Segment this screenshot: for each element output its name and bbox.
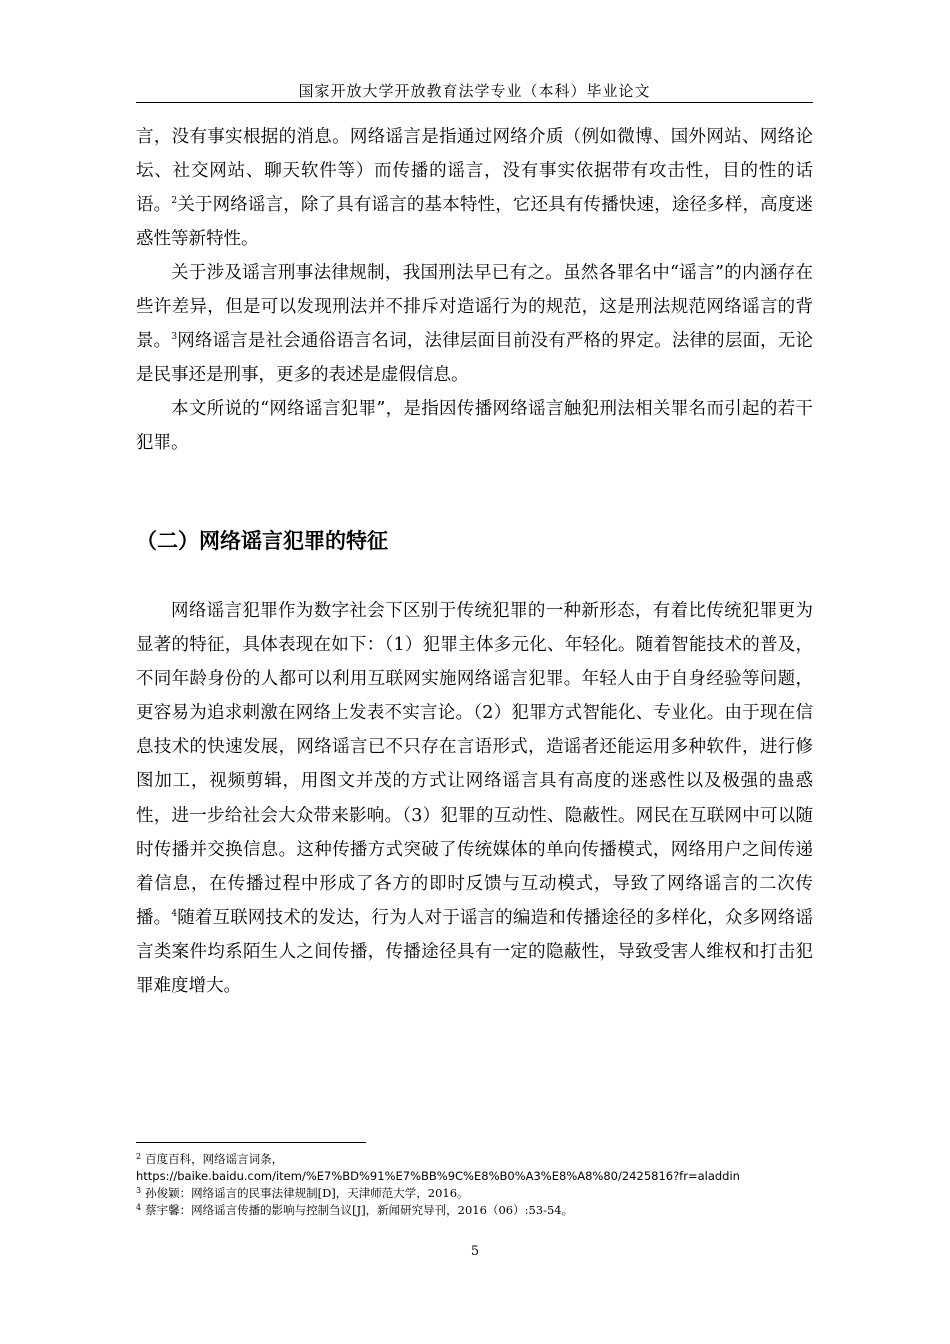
paragraph bbox=[136, 256, 813, 392]
paragraph-continued bbox=[136, 120, 813, 256]
paragraph-text: 关于网络谣言，除了具有谣言的基本特性，它还具有传播快速，途径多样，高度迷惑性等新特性。 bbox=[136, 195, 814, 249]
footnote-number: 4 bbox=[136, 1203, 142, 1212]
footnote-4 bbox=[136, 1202, 813, 1219]
footnote-text: 蔡宇馨：网络谣言传播的影响与控制刍议[J]，新闻研究导刊，2016（06）:53-54。 bbox=[145, 1203, 574, 1217]
footnote-3 bbox=[136, 1185, 813, 1202]
footnote-url[interactable]: https://baike.baidu.com/item/%E7%BD%91%E7%BB%9C%E8%B0%A3%E8%A8%80/2425816?fr=aladdin bbox=[136, 1169, 740, 1183]
paragraph-text: 随着互联网技术的发达，行为人对于谣言的编造和传播途径的多样化，众多网络谣言类案件均系陌生人之间传播，传播途径具有一定的隐蔽性，导致受害人维权和打击犯罪难度增大。 bbox=[136, 907, 814, 997]
paragraph-text: 网络谣言犯罪作为数字社会下区别于传统犯罪的一种新形态，有着比传统犯罪更为显著的特征，具体表现在如下：（1）犯罪主体多元化、年轻化。随着智能技术的普及，不同年龄身份的人都可以利用互联网实施网络谣言犯罪。年轻人由于自身经验等问题，更容易为追求刺激在网络上发表不实言论。（2）犯罪方式智能化、专业化。由于现在信息技术的快速发展，网络谣言已不只存在言语形式，造谣者还能运用多种软件，进行修图加工，视频剪辑，用图文并茂的方式让网络谣言具有高度的迷惑性以及极强的蛊惑性，进一步给社会大众带来影响。（3）犯罪的互动性、隐蔽性。网民在互联网中可以随时传播并交换信息。这种传播方式突破了传统媒体的单向传播模式，网络用户之间传递着信息，在传播过程中形成了各方的即时反馈与互动模式，导致了网络谣言的二次传播。 bbox=[136, 601, 813, 928]
footnotes bbox=[136, 1151, 813, 1219]
header-rule bbox=[136, 102, 813, 103]
footnote-2 bbox=[136, 1151, 813, 1168]
footnote-ref-4[interactable]: 4 bbox=[171, 908, 178, 919]
footnote-text: 百度百科，网络谣言词条， bbox=[145, 1152, 284, 1166]
paragraph-text: 言，没有事实根据的消息。网络谣言是指通过网络介质（例如微博、国外网站、网络论坛、社交网站、聊天软件等）而传播的谣言，没有事实依据带有攻击性，目的性的话语。 bbox=[136, 127, 813, 215]
section-heading: （二）网络谣言犯罪的特征 bbox=[136, 529, 388, 553]
body-section-2 bbox=[136, 594, 813, 1003]
paragraph-text: 网络谣言是社会通俗语言名词，法律层面目前没有严格的界定。法律的层面，无论是民事还是刑事，更多的表述是虚假信息。 bbox=[136, 331, 814, 385]
footnote-number: 2 bbox=[136, 1152, 142, 1161]
footnote-ref-3[interactable]: 3 bbox=[171, 332, 178, 342]
page-number: 5 bbox=[470, 1244, 480, 1259]
footnote-text: 孙俊颖：网络谣言的民事法律规制[D]，天津师范大学，2016。 bbox=[145, 1186, 469, 1200]
paragraph: 本文所说的“网络谣言犯罪”，是指因传播网络谣言触犯刑法相关罪名而引起的若干犯罪。 bbox=[136, 399, 813, 453]
footnote-separator bbox=[136, 1142, 366, 1143]
page-header: 国家开放大学开放教育法学专业（本科）毕业论文 bbox=[298, 82, 651, 100]
paragraph bbox=[136, 594, 813, 1003]
body-section-1 bbox=[136, 120, 813, 460]
footnote-ref-2[interactable]: 2 bbox=[171, 196, 178, 206]
footnote-number: 3 bbox=[136, 1186, 142, 1195]
paragraph-text: 关于涉及谣言刑事法律规制，我国刑法早已有之。虽然各罪名中“谣言”的内涵存在些许差异，但是可以发现刑法并不排斥对造谣行为的规范，这是刑法规范网络谣言的背景。 bbox=[136, 263, 813, 351]
